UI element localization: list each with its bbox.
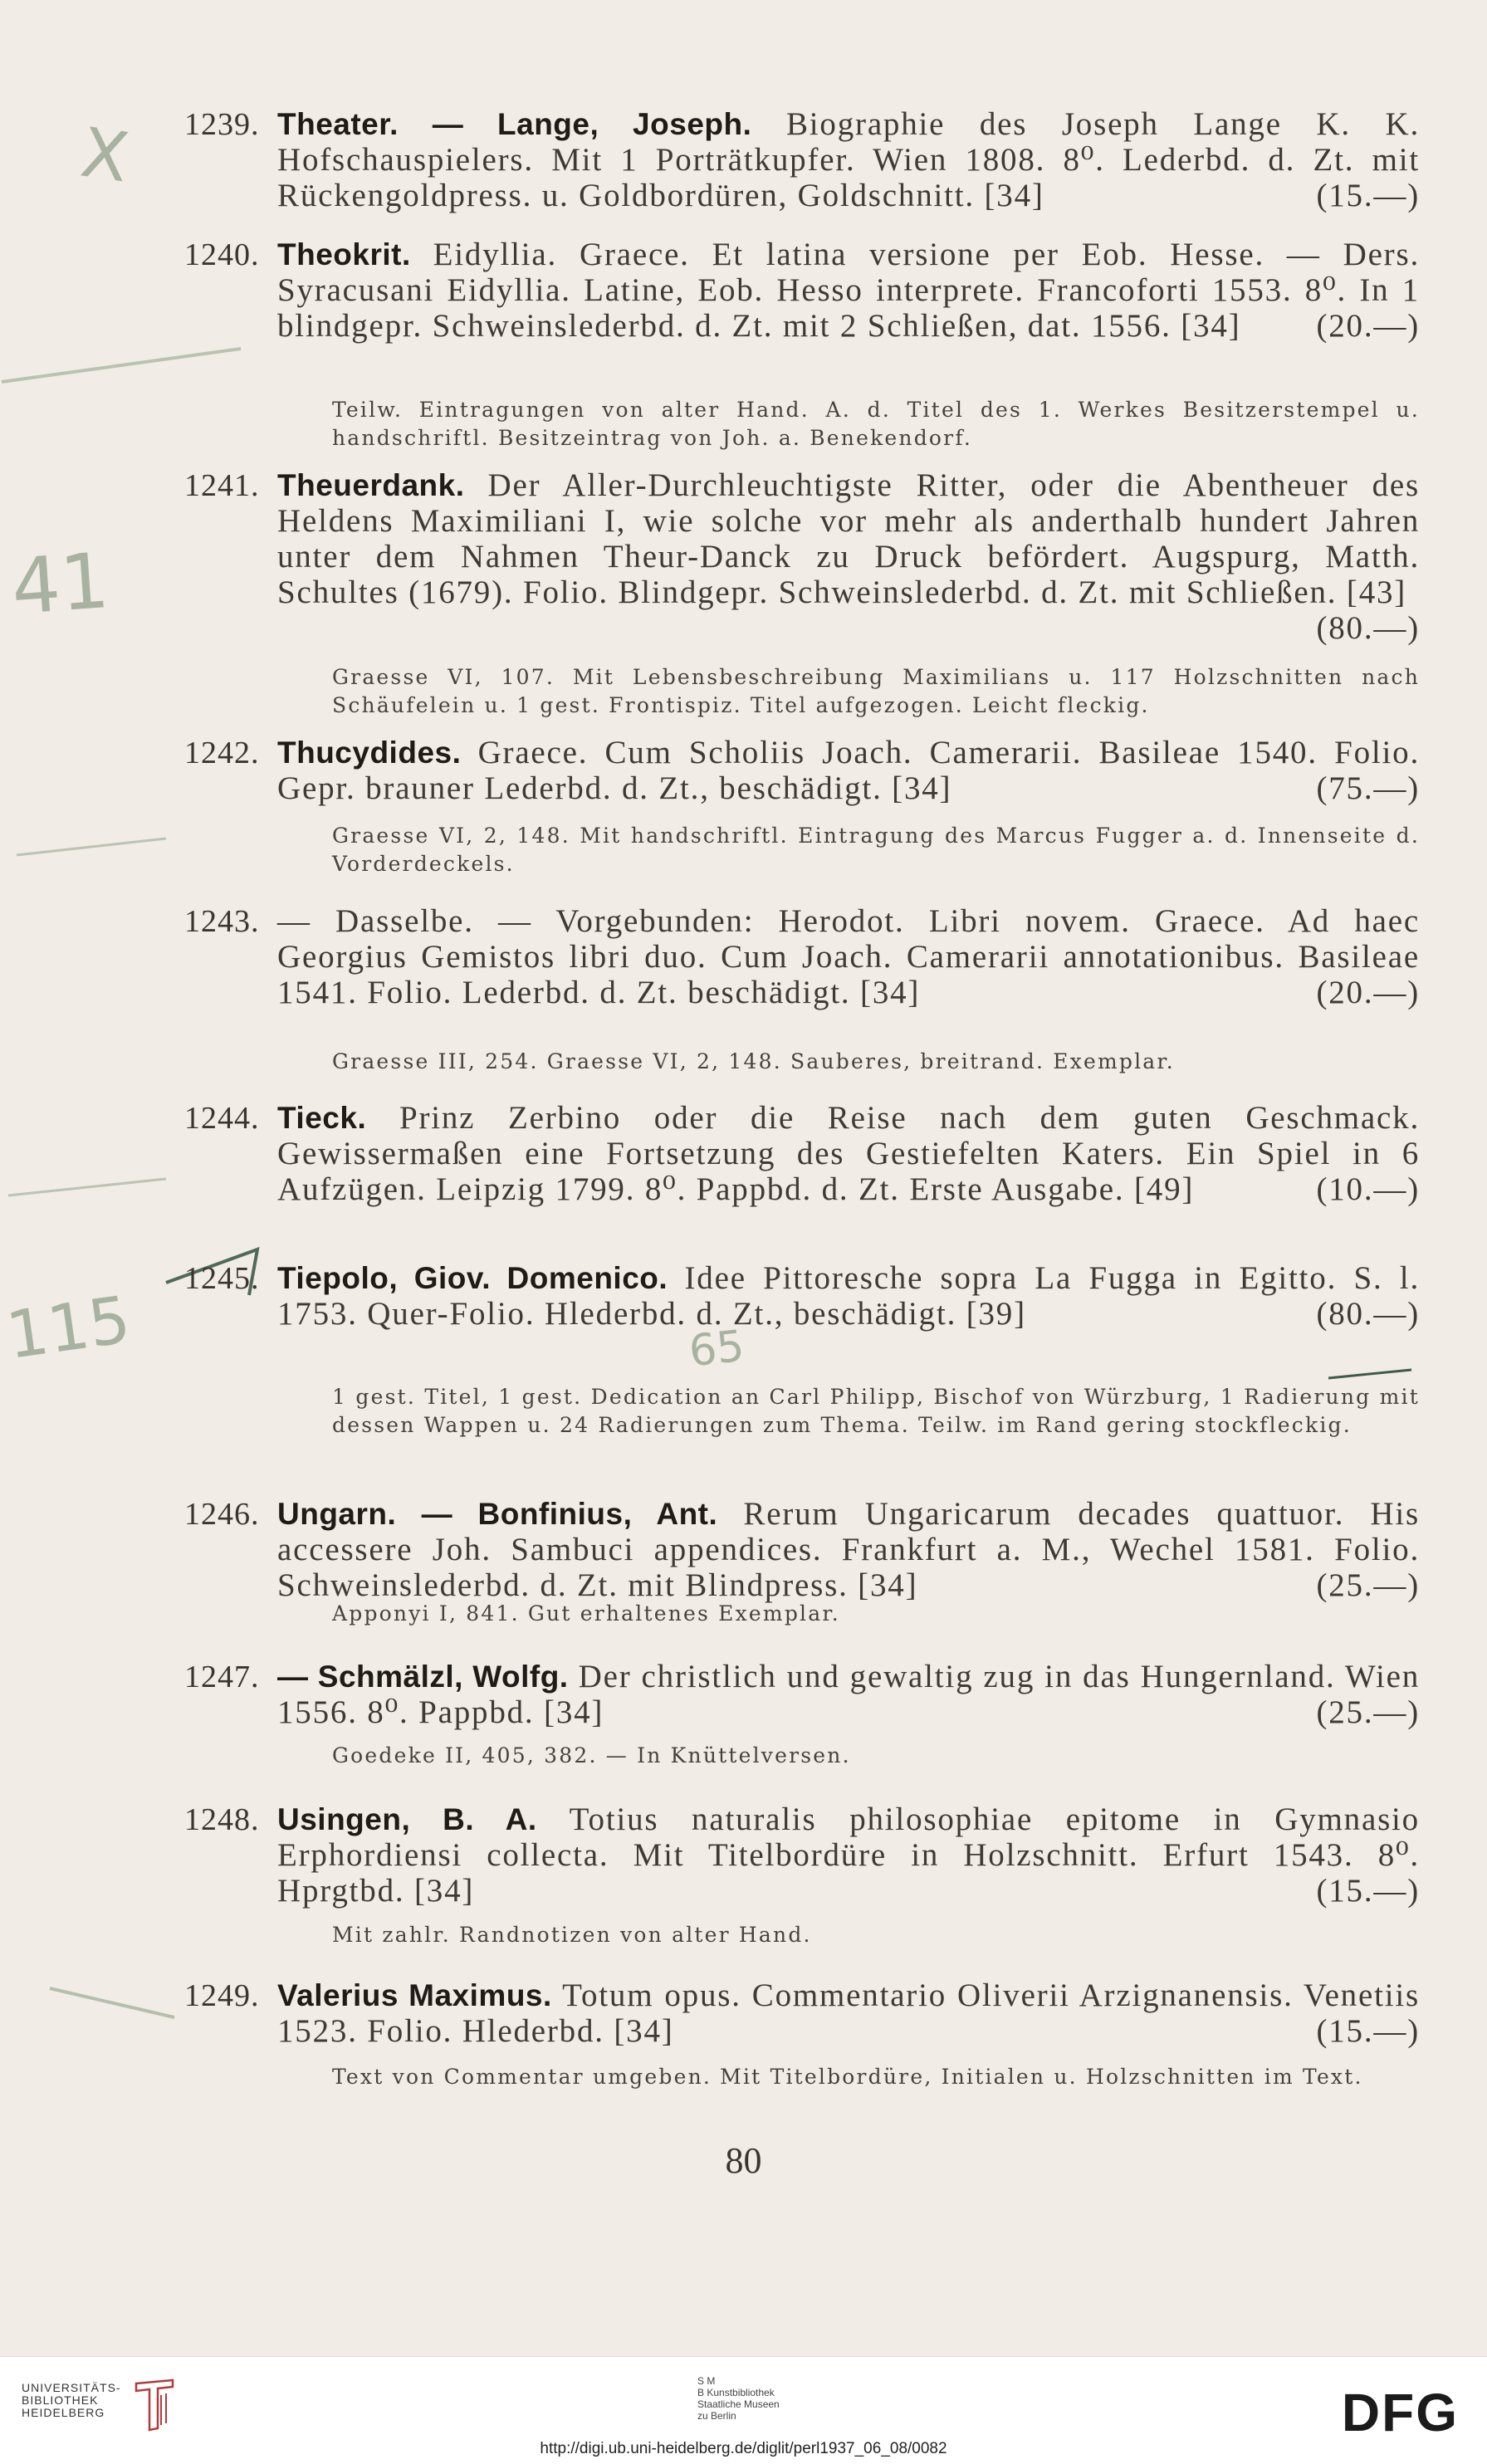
entry-number: 1246.	[184, 1497, 260, 1532]
pencil-mark-41: 41	[8, 536, 112, 632]
entry-body: Idee Pittoresche sopra La Fugga in Egitto. S. l. 1753. Quer-Folio. Hlederbd. d. Zt., beschädigt. [39]	[277, 1260, 1420, 1332]
entry-note: 1 gest. Titel, 1 gest. Dedication an Carl Philipp, Bischof von Würzburg, 1 Radierung mit dessen Wappen u. 24 Radierungen zum Thema. Teilw. im Rand gering stockfleckig.	[332, 1385, 1420, 1437]
entry-number: 1240.	[184, 237, 260, 272]
entry-note: Goedeke II, 405, 382. — In Knüttelversen.	[332, 1743, 851, 1767]
library-logo-icon	[133, 2378, 176, 2432]
entry-number: 1248.	[184, 1802, 260, 1837]
entry-body: Totius naturalis philosophiae epitome in Gymnasio Erphordiensi collecta. Mit Titelbordüre in Holzschnitt. Erfurt 1543. 8⁰. Hprgtbd. [34]	[277, 1802, 1420, 1909]
pencil-mark-65: 65	[687, 1321, 747, 1377]
entry-price: (10.—)	[1316, 1171, 1420, 1207]
entry-price: (20.—)	[1316, 975, 1420, 1010]
library-name: UNIVERSITÄTS- BIBLIOTHEK HEIDELBERG	[22, 2381, 121, 2419]
entry-number: 1241.	[184, 468, 260, 503]
entry-heading: Tieck.	[277, 1101, 367, 1135]
entry-note: Text von Commentar umgeben. Mit Titelbordüre, Initialen u. Holzschnitten im Text.	[332, 2065, 1363, 2089]
dfg-logo: DFG	[1341, 2383, 1459, 2442]
entry-price: (25.—)	[1316, 1694, 1420, 1730]
entry-price: (15.—)	[1316, 1873, 1420, 1909]
entry-body: Totum opus. Commentario Oliverii Arzignanensis. Venetiis 1523. Folio. Hlederbd. [34]	[277, 1978, 1420, 2049]
entry-heading: — Schmälzl, Wolfg.	[277, 1660, 569, 1694]
footer-bar	[0, 2356, 1487, 2464]
pencil-mark-x: X	[76, 113, 134, 198]
entry-price: (25.—)	[1316, 1567, 1420, 1603]
entry-text	[277, 1802, 1420, 1909]
permalink[interactable]: http://digi.ub.uni-heidelberg.de/diglit/perl1937_06_08/0082	[540, 2440, 947, 2457]
entry-number: 1242.	[184, 736, 260, 770]
entry-text	[277, 1978, 1420, 2049]
entry-number: 1244.	[184, 1101, 260, 1136]
entry-price: (80.—)	[1316, 1296, 1420, 1332]
entry-price: (15.—)	[1316, 178, 1420, 213]
entry-body: Rerum Ungaricarum decades quattuor. His accessere Joh. Sambuci appendices. Frankfurt a. M., Wechel 1581. Folio. Schweinslederbd. d. Zt. mit Blindpress. [34]	[277, 1496, 1420, 1603]
entry-note: Mit zahlr. Randnotizen von alter Hand.	[332, 1923, 812, 1947]
entry-note: Apponyi I, 841. Gut erhaltenes Exemplar.	[332, 1601, 840, 1626]
entry-body: Der Aller-Durchleuchtigste Ritter, oder die Abentheuer des Heldens Maximiliani I, wie solche vor mehr als anderthalb hundert Jahren unter dem Nahmen Theur-Danck zu Druck befördert. Augspurg, Matth. Schultes (1679). Folio. Blindgepr. Schweinslederbd. d. Zt. mit Schließen. [43]	[277, 467, 1420, 610]
entry-heading: Thucydides.	[277, 736, 462, 770]
museum-stamp: S M B Kunstbibliothek Staatliche Museen zu Berlin	[697, 2375, 780, 2422]
entry-heading: Theuerdank.	[277, 468, 465, 502]
entry-number: 1249.	[184, 1978, 260, 2013]
entry-number: 1243.	[184, 904, 260, 939]
entry-price: (15.—)	[1316, 2013, 1420, 2049]
entry-text	[277, 1100, 1420, 1207]
entry-note: Graesse VI, 107. Mit Lebensbeschreibung Maximilians u. 117 Holzschnitten nach Schäufelein u. 1 gest. Frontispiz. Titel aufgezogen. Leicht fleckig.	[332, 665, 1420, 717]
entry-heading: Theokrit.	[277, 237, 411, 271]
entry-price: (20.—)	[1316, 308, 1420, 344]
entry-body: Der christlich und gewaltig zug in das Hungernland. Wien 1556. 8⁰. Pappbd. [34]	[277, 1659, 1420, 1730]
entry-text	[277, 1659, 1420, 1730]
page-number: 80	[725, 2140, 762, 2181]
entry-heading: Usingen, B. A.	[277, 1802, 537, 1836]
entry-text	[277, 1260, 1420, 1332]
entry-note: Graesse III, 254. Graesse VI, 2, 148. Sauberes, breitrand. Exemplar.	[332, 1049, 1175, 1073]
entry-body: — Dasselbe. — Vorgebunden: Herodot. Libri novem. Graece. Ad haec Georgius Gemistos libri duo. Cum Joach. Camerarii annotationibus. Basileae 1541. Folio. Lederbd. d. Zt. beschädigt. [34]	[277, 903, 1420, 1010]
entry-text	[277, 467, 1420, 646]
entry-text	[277, 735, 1420, 806]
entry-heading: Valerius Maximus.	[277, 1978, 552, 2012]
entry-body: Biographie des Joseph Lange K. K. Hofschauspielers. Mit 1 Porträtkupfer. Wien 1808. 8⁰. Lederbd. d. Zt. mit Rückengoldpress. u. Goldbordüren, Goldschnitt. [34]	[277, 106, 1420, 213]
entry-text	[277, 237, 1420, 344]
entry-number: 1247.	[184, 1660, 260, 1694]
entry-number: 1245.	[184, 1261, 260, 1296]
entry-heading: Theater. — Lange, Joseph.	[277, 107, 752, 141]
entry-price: (80.—)	[1316, 610, 1420, 646]
entry-heading: Tiepolo, Giov. Domenico.	[277, 1261, 668, 1295]
entry-heading: Ungarn. — Bonfinius, Ant.	[277, 1497, 718, 1531]
pencil-mark-115: 115	[2, 1283, 135, 1374]
entry-body: Graece. Cum Scholiis Joach. Camerarii. Basileae 1540. Folio. Gepr. brauner Lederbd. d. Zt., beschädigt. [34]	[277, 735, 1420, 806]
entry-body: Prinz Zerbino oder die Reise nach dem guten Geschmack. Gewissermaßen eine Fortsetzung des Gestiefelten Katers. Ein Spiel in 6 Aufzügen. Leipzig 1799. 8⁰. Pappbd. d. Zt. Erste Ausgabe. [49]	[277, 1100, 1420, 1207]
entry-body: Eidyllia. Graece. Et latina versione per Eob. Hesse. — Ders. Syracusani Eidyllia. Latine, Eob. Hesso interprete. Francoforti 1553. 8⁰. In 1 blindgepr. Schweinslederbd. d. Zt. mit 2 Schließen, dat. 1556. [34]	[277, 237, 1420, 344]
entry-price: (75.—)	[1316, 770, 1420, 806]
entry-text	[277, 1496, 1420, 1603]
entry-note: Graesse VI, 2, 148. Mit handschriftl. Eintragung des Marcus Fugger a. d. Innenseite d. Vorderdeckels.	[332, 824, 1420, 876]
entry-text	[277, 903, 1420, 1010]
entry-number: 1239.	[184, 107, 260, 142]
entry-note: Teilw. Eintragungen von alter Hand. A. d. Titel des 1. Werkes Besitzerstempel u. handschriftl. Besitzeintrag von Joh. a. Benekendorf.	[332, 398, 1420, 450]
entry-text	[277, 106, 1420, 213]
